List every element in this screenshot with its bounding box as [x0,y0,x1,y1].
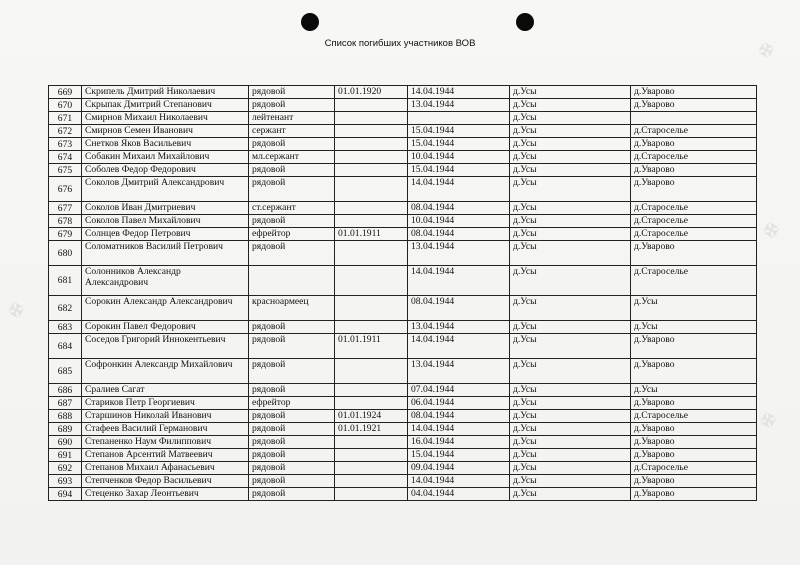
rank-cell: рядовой [249,384,335,397]
rank-cell: красноармеец [249,296,335,321]
person-name: Смирнов Семен Иванович [82,125,249,138]
table-row [49,296,757,321]
row-number: 689 [49,423,82,436]
table-row [49,462,757,475]
casualty-table [48,85,757,501]
death-date-cell: 08.04.1944 [408,228,510,241]
birth-date-cell [335,241,408,266]
death-date-cell: 04.04.1944 [408,488,510,501]
person-name: Степанов Арсентий Матвеевич [82,449,249,462]
rank-cell: рядовой [249,488,335,501]
death-place-cell: д.Усы [510,215,631,228]
burial-place-cell: д.Староселье [631,125,757,138]
death-place-cell: д.Усы [510,86,631,99]
burial-place-cell: д.Уварово [631,397,757,410]
table-row [49,266,757,296]
rank-cell: ефрейтор [249,397,335,410]
person-name: Солонников Александр Александрович [82,266,249,296]
person-name: Собакин Михаил Михайлович [82,151,249,164]
row-number: 679 [49,228,82,241]
table-row [49,151,757,164]
table-row [49,202,757,215]
burial-place-cell: д.Усы [631,384,757,397]
birth-date-cell [335,449,408,462]
death-date-cell: 13.04.1944 [408,321,510,334]
death-place-cell: д.Усы [510,475,631,488]
death-date-cell: 14.04.1944 [408,86,510,99]
table-row [49,112,757,125]
table-row [49,410,757,423]
death-place-cell: д.Усы [510,334,631,359]
watermark-stamp: ✠ [758,409,781,431]
row-number: 681 [49,266,82,296]
death-date-cell [408,112,510,125]
death-date-cell: 09.04.1944 [408,462,510,475]
death-date-cell: 08.04.1944 [408,202,510,215]
person-name: Стеценко Захар Леонтьевич [82,488,249,501]
death-place-cell: д.Усы [510,296,631,321]
birth-date-cell [335,164,408,177]
person-name: Стариков Петр Георгиевич [82,397,249,410]
birth-date-cell: 01.01.1911 [335,228,408,241]
birth-date-cell [335,321,408,334]
death-date-cell: 10.04.1944 [408,215,510,228]
birth-date-cell: 01.01.1924 [335,410,408,423]
rank-cell: рядовой [249,215,335,228]
burial-place-cell: д.Уварово [631,488,757,501]
watermark-stamp: ✠ [756,39,779,61]
row-number: 691 [49,449,82,462]
death-date-cell: 15.04.1944 [408,449,510,462]
table-row [49,241,757,266]
row-number: 690 [49,436,82,449]
burial-place-cell: д.Уварово [631,241,757,266]
death-place-cell: д.Усы [510,449,631,462]
rank-cell: рядовой [249,99,335,112]
birth-date-cell [335,112,408,125]
rank-cell: рядовой [249,177,335,202]
person-name: Степченков Федор Васильевич [82,475,249,488]
birth-date-cell [335,436,408,449]
row-number: 677 [49,202,82,215]
death-place-cell: д.Усы [510,423,631,436]
person-name: Соколов Иван Дмитриевич [82,202,249,215]
burial-place-cell: д.Уварово [631,436,757,449]
burial-place-cell [631,112,757,125]
rank-cell: рядовой [249,164,335,177]
person-name: Соломатников Василий Петрович [82,241,249,266]
watermark-stamp: ✠ [761,219,784,241]
death-place-cell: д.Усы [510,266,631,296]
birth-date-cell [335,151,408,164]
table-row [49,436,757,449]
rank-cell: рядовой [249,359,335,384]
person-name: Степаненко Наум Филиппович [82,436,249,449]
table-row [49,475,757,488]
birth-date-cell [335,125,408,138]
death-place-cell: д.Усы [510,99,631,112]
death-place-cell: д.Усы [510,359,631,384]
death-date-cell: 13.04.1944 [408,241,510,266]
death-place-cell: д.Усы [510,488,631,501]
burial-place-cell: д.Староселье [631,202,757,215]
burial-place-cell: д.Уварово [631,475,757,488]
row-number: 674 [49,151,82,164]
death-date-cell: 15.04.1944 [408,164,510,177]
death-place-cell: д.Усы [510,410,631,423]
death-date-cell: 16.04.1944 [408,436,510,449]
table-row [49,397,757,410]
table-row [49,423,757,436]
death-date-cell: 14.04.1944 [408,177,510,202]
person-name: Сралиев Сагат [82,384,249,397]
birth-date-cell: 01.01.1921 [335,423,408,436]
table-row [49,177,757,202]
burial-place-cell: д.Староселье [631,462,757,475]
person-name: Соседов Григорий Иннокентьевич [82,334,249,359]
table-row [49,384,757,397]
rank-cell: ст.сержант [249,202,335,215]
death-date-cell: 15.04.1944 [408,138,510,151]
row-number: 676 [49,177,82,202]
burial-place-cell: д.Уварово [631,177,757,202]
burial-place-cell: д.Уварово [631,423,757,436]
row-number: 693 [49,475,82,488]
person-name: Стафеев Василий Германович [82,423,249,436]
rank-cell: лейтенант [249,112,335,125]
burial-place-cell: д.Уварово [631,449,757,462]
birth-date-cell [335,384,408,397]
person-name: Смирнов Михаил Николаевич [82,112,249,125]
birth-date-cell [335,266,408,296]
death-place-cell: д.Усы [510,384,631,397]
person-name: Соколов Дмитрий Александрович [82,177,249,202]
death-place-cell: д.Усы [510,164,631,177]
row-number: 683 [49,321,82,334]
death-place-cell: д.Усы [510,228,631,241]
rank-cell: сержант [249,125,335,138]
rank-cell: рядовой [249,138,335,151]
rank-cell [249,266,335,296]
person-name: Солнцев Федор Петрович [82,228,249,241]
death-place-cell: д.Усы [510,462,631,475]
punch-hole-left [301,13,319,31]
death-date-cell: 15.04.1944 [408,125,510,138]
burial-place-cell: д.Староселье [631,228,757,241]
person-name: Софронкин Александр Михайлович [82,359,249,384]
table-row [49,488,757,501]
birth-date-cell [335,99,408,112]
table-row [49,215,757,228]
row-number: 672 [49,125,82,138]
death-date-cell: 08.04.1944 [408,410,510,423]
rank-cell: рядовой [249,241,335,266]
document-title: Список погибших участников ВОВ [324,38,476,49]
birth-date-cell [335,215,408,228]
row-number: 686 [49,384,82,397]
table-row [49,334,757,359]
death-place-cell: д.Усы [510,138,631,151]
row-number: 669 [49,86,82,99]
burial-place-cell: д.Староселье [631,151,757,164]
birth-date-cell [335,296,408,321]
burial-place-cell: д.Староселье [631,410,757,423]
table-row [49,125,757,138]
birth-date-cell [335,359,408,384]
person-name: Степанов Михаил Афанасьевич [82,462,249,475]
person-name: Сорокин Павел Федорович [82,321,249,334]
row-number: 694 [49,488,82,501]
birth-date-cell [335,177,408,202]
burial-place-cell: д.Уварово [631,359,757,384]
row-number: 687 [49,397,82,410]
rank-cell: рядовой [249,449,335,462]
row-number: 670 [49,99,82,112]
death-place-cell: д.Усы [510,112,631,125]
death-place-cell: д.Усы [510,321,631,334]
death-date-cell: 13.04.1944 [408,99,510,112]
birth-date-cell [335,397,408,410]
row-number: 685 [49,359,82,384]
rank-cell: рядовой [249,423,335,436]
person-name: Сорокин Александр Александрович [82,296,249,321]
row-number: 673 [49,138,82,151]
person-name: Скрыпак Дмитрий Степанович [82,99,249,112]
birth-date-cell [335,488,408,501]
rank-cell: рядовой [249,462,335,475]
death-place-cell: д.Усы [510,397,631,410]
row-number: 684 [49,334,82,359]
table-row [49,449,757,462]
burial-place-cell: д.Усы [631,321,757,334]
burial-place-cell: д.Уварово [631,138,757,151]
row-number: 682 [49,296,82,321]
death-date-cell: 14.04.1944 [408,423,510,436]
burial-place-cell: д.Староселье [631,215,757,228]
person-name: Старшинов Николай Иванович [82,410,249,423]
burial-place-cell: д.Уварово [631,86,757,99]
death-date-cell: 14.04.1944 [408,266,510,296]
burial-place-cell: д.Староселье [631,266,757,296]
table-row [49,321,757,334]
burial-place-cell: д.Усы [631,296,757,321]
rank-cell: рядовой [249,436,335,449]
table-body [49,86,757,501]
birth-date-cell: 01.01.1911 [335,334,408,359]
birth-date-cell [335,475,408,488]
table-row [49,359,757,384]
table-row [49,99,757,112]
death-date-cell: 08.04.1944 [408,296,510,321]
table-row [49,228,757,241]
rank-cell: рядовой [249,321,335,334]
death-date-cell: 13.04.1944 [408,359,510,384]
death-date-cell: 07.04.1944 [408,384,510,397]
burial-place-cell: д.Уварово [631,334,757,359]
death-date-cell: 06.04.1944 [408,397,510,410]
death-place-cell: д.Усы [510,436,631,449]
birth-date-cell [335,202,408,215]
rank-cell: рядовой [249,86,335,99]
death-place-cell: д.Усы [510,202,631,215]
death-date-cell: 14.04.1944 [408,334,510,359]
birth-date-cell [335,462,408,475]
table-row [49,138,757,151]
burial-place-cell: д.Уварово [631,99,757,112]
row-number: 680 [49,241,82,266]
row-number: 671 [49,112,82,125]
rank-cell: рядовой [249,410,335,423]
death-date-cell: 10.04.1944 [408,151,510,164]
death-place-cell: д.Усы [510,125,631,138]
burial-place-cell: д.Уварово [631,164,757,177]
table-row [49,86,757,99]
death-place-cell: д.Усы [510,241,631,266]
rank-cell: рядовой [249,334,335,359]
death-date-cell: 14.04.1944 [408,475,510,488]
death-place-cell: д.Усы [510,177,631,202]
rank-cell: ефрейтор [249,228,335,241]
birth-date-cell [335,138,408,151]
death-place-cell: д.Усы [510,151,631,164]
person-name: Соколов Павел Михайлович [82,215,249,228]
watermark-stamp: ✠ [6,299,29,321]
birth-date-cell: 01.01.1920 [335,86,408,99]
rank-cell: мл.сержант [249,151,335,164]
row-number: 688 [49,410,82,423]
punch-hole-right [516,13,534,31]
person-name: Соболев Федор Федорович [82,164,249,177]
row-number: 678 [49,215,82,228]
person-name: Снетков Яков Васильевич [82,138,249,151]
row-number: 675 [49,164,82,177]
table-row [49,164,757,177]
person-name: Скрипель Дмитрий Николаевич [82,86,249,99]
rank-cell: рядовой [249,475,335,488]
row-number: 692 [49,462,82,475]
